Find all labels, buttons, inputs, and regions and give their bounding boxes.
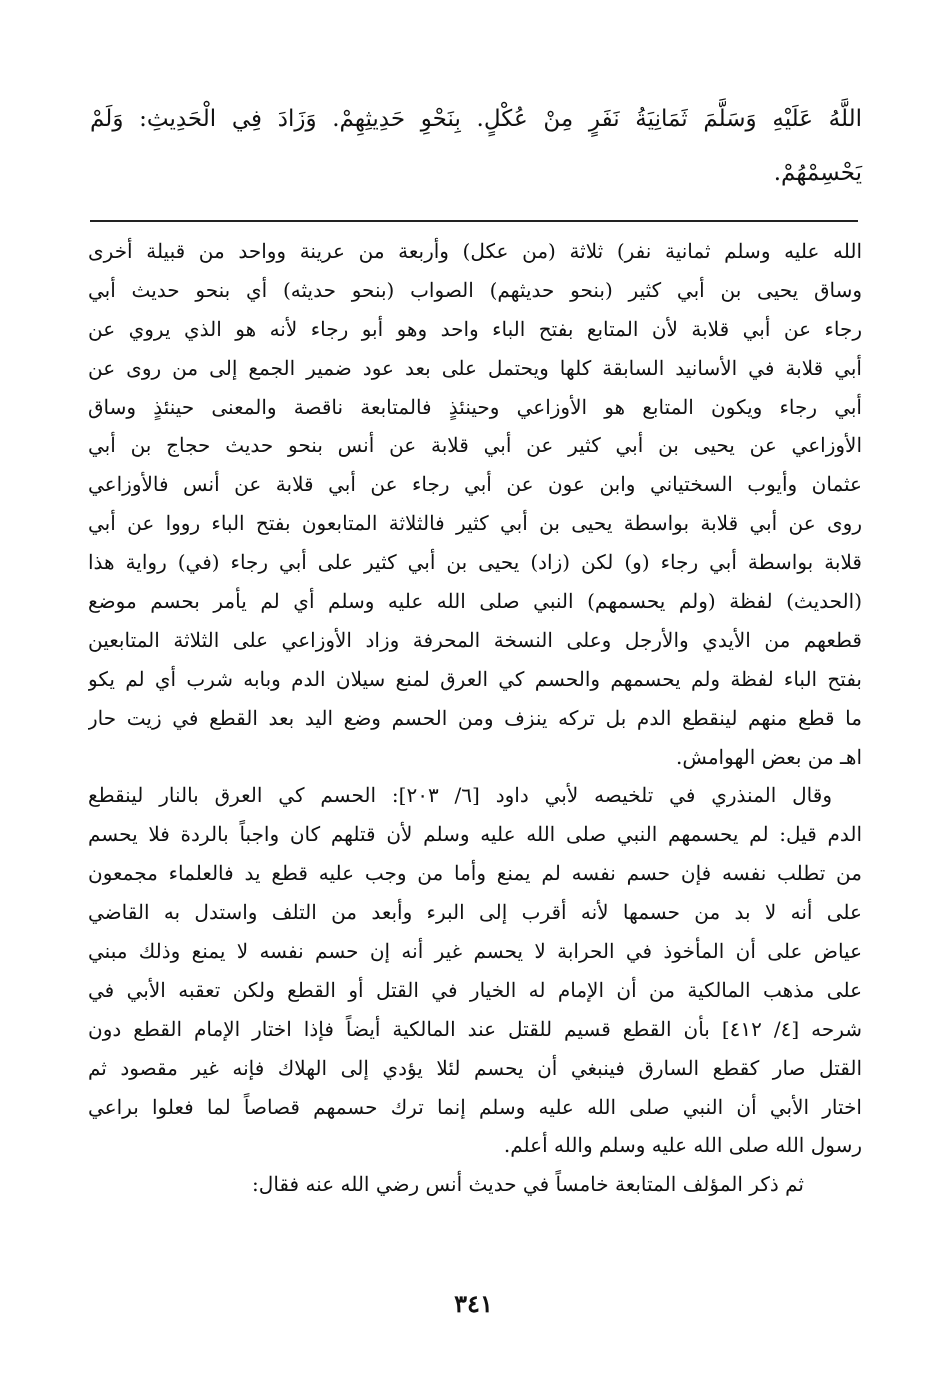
commentary-line: على مذهب المالكية من أن الإمام له الخيار في القتل أو القطع ولكن تعقبه الأبي في [88, 977, 862, 1002]
commentary-line: عثمان وأيوب السختياني وابن عون عن أبي رجاء عن أبي قلابة عن أنس فالأوزاعي [88, 472, 862, 497]
commentary-paragraph-1 [88, 232, 862, 776]
commentary-line: الدم قيل: لم يحسمهم النبي صلى الله عليه وسلم لأن قتلهم كان واجباً بالردة فلا يحسم [88, 822, 862, 847]
commentary-line: ما قطع منهم لينقطع الدم بل تركه ينزف ومن الحسم وضع اليد بعد القطع في زيت حار [88, 705, 862, 730]
hadith-line: اللَّهُ عَلَيْهِ وَسَلَّمَ ثَمَانِيَةُ نَفَرٍ مِنْ عُكْلٍ. بِنَحْوِ حَدِيثِهِمْ. وَزَادَ فِي الْحَدِيثِ: وَلَمْ [90, 106, 862, 132]
closing-line: ثم ذكر المؤلف المتابعة خامساً في حديث أنس رضي الله عنه فقال: [252, 1172, 804, 1197]
commentary [88, 232, 862, 1204]
commentary-line: الأوزاعي عن يحيى بن أبي كثير عن أبي قلابة عن أنس بنحو حديث حجاج بن أبي [88, 433, 862, 458]
page-number: ٣٤١ [454, 1289, 493, 1318]
commentary-paragraph-2 [88, 776, 862, 1165]
commentary-line: قلابة بواسطة أبي رجاء (و) لكن (زاد) يحيى بن أبي كثير على أبي رجاء (في) رواية هذا [88, 550, 862, 575]
commentary-line: روى عن أبي قلابة بواسطة يحيى بن أبي كثير فالثلاثة المتابعون بفتح الباء رووا عن أبي [88, 511, 862, 536]
hadith-text [90, 92, 862, 200]
commentary-line: رجاء عن أبي قلابة لأن المتابع بفتح الباء واحد وهو أبو رجاء لأنه هو الذي يروي عن [88, 316, 862, 341]
commentary-line: عياض على أن المأخوذ في الحرابة لا يحسم غير أنه إن حسم نفسه لا يمنع وذلك مبني [88, 939, 862, 964]
commentary-line: القتل صار كقطع السارق فينبغي أن يحسم لئلا يؤدي إلى الهلاك فإنه غير مقصود ثم [88, 1055, 862, 1080]
commentary-line: شرحه [٤/ ٤١٢] بأن القطع قسيم للقتل عند المالكية أيضاً فإذا اختار الإمام القطع دون [88, 1016, 862, 1041]
commentary-closing [88, 1165, 862, 1204]
hadith-line: يَحْسِمْهُمْ. [773, 160, 862, 186]
commentary-line: قطعهم من الأيدي والأرجل وعلى النسخة المحرفة وزاد الأوزاعي على الثلاثة المتابعين [88, 627, 862, 652]
footnote-divider [90, 220, 858, 222]
commentary-line: اهـ من بعض الهوامش. [675, 744, 862, 769]
commentary-line: أبي رجاء ويكون المتابع هو الأوزاعي وحينئذٍ فالمتابعة ناقصة والمعنى حينئذٍ وساق [88, 394, 862, 419]
commentary-line: بفتح الباء لفظة ولم يحسمهم والحسم كي العرق لمنع سيلان الدم وبابه شرب أي لم يكو [88, 666, 862, 691]
commentary-line: وقال المنذري في تلخيصه لأبي داود [٦/ ٢٠٣]: الحسم كي العرق بالنار لينقطع [88, 783, 832, 808]
commentary-line: أبي قلابة في الأسانيد السابقة كلها ويحتمل على بعد عود ضمير الجمع إلى من روى عن [88, 355, 862, 380]
commentary-line: (الحديث) لفظة (ولم يحسمهم) النبي صلى الله عليه وسلم أي لم يأمر بحسم موضع [88, 589, 862, 614]
commentary-line: اختار الأبي أن النبي صلى الله عليه وسلم إنما ترك حسمهم قصاصاً لما فعلوا براعي [88, 1094, 862, 1119]
commentary-line: الله عليه وسلم ثمانية نفر) ثلاثة (من عكل) وأربعة من عرينة وواحد من قبيلة أخرى [88, 239, 862, 263]
commentary-line: على أنه لا بد من حسمها لأنه أقرب إلى البرء وأبعد من التلف واستدل به القاضي [88, 900, 862, 925]
commentary-line: وساق يحيى بن أبي كثير (بنحو حديثهم) الصواب (بنحو حديثه) أي بنحو حديث أبي [88, 277, 862, 302]
commentary-line: من تطلب نفسه فإن حسم نفسه لم يمنع وأما من وجب عليه قطع يد فالعلماء مجمعون [88, 861, 862, 886]
commentary-line: رسول الله صلى الله عليه وسلم والله أعلم. [503, 1133, 862, 1158]
